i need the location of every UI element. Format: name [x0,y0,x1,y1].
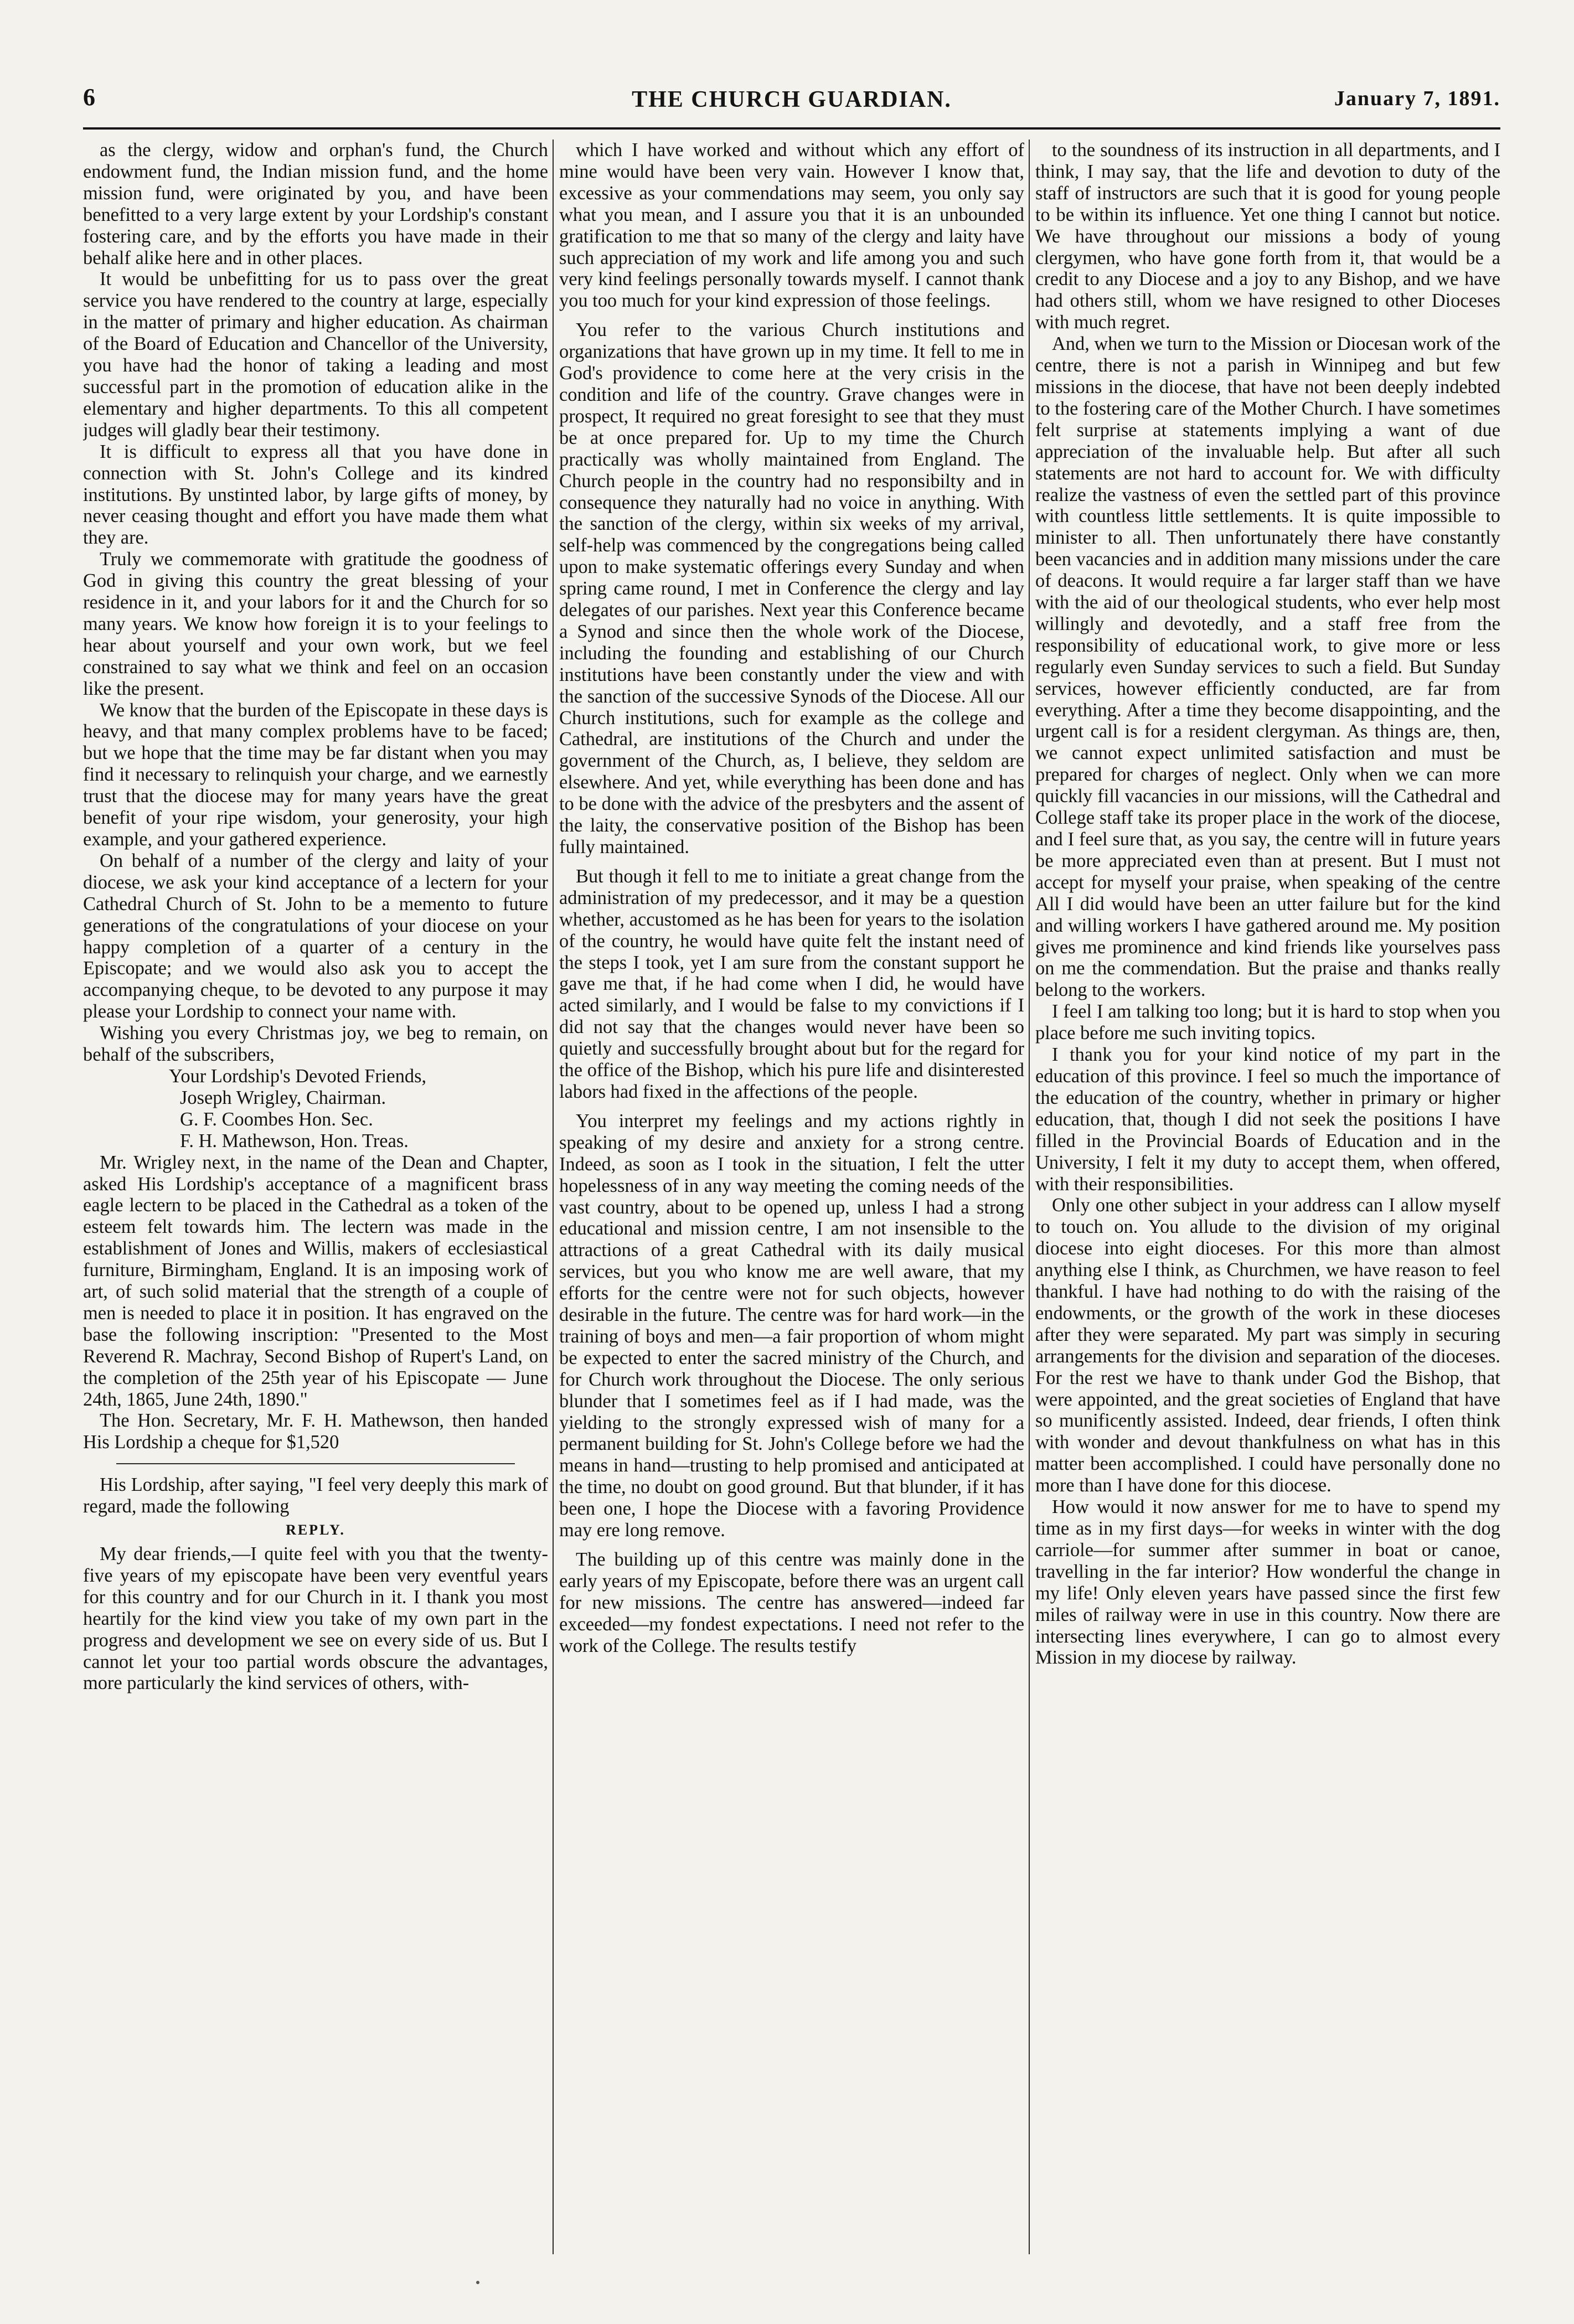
paragraph: which I have worked and without which any effort of mine would have been very vain. However I know that, excessive as your commendations may seem, you only say what you mean, and I assure you that it is an unbounded gratification to me that so many of the clergy and laity have such appreciation of my work and life among you and such very kind feelings personally towards myself. I cannot thank you too much for your kind expression of those feelings. [559,140,1024,312]
paragraph: The building up of this centre was mainly done in the early years of my Episcopate, before there was an urgent call for new missions. The centre has answered—indeed far exceeded—my fondest expectations. I need not refer to the work of the College. The results testify [559,1549,1024,1656]
paragraph: I thank you for your kind notice of my part in the education of this province. I feel so much the importance of the education of the country, whether in primary or higher education, that, though I did not seek the positions I have filled in the Provincial Boards of Education and in the University, I felt it my duty to accept them, when offered, with their responsibilities. [1035,1044,1500,1195]
issue-date: January 7, 1891. [1334,87,1500,110]
paragraph: You refer to the various Church institutions and organizations that have grown up in my time. It fell to me in God's providence to come here at the very crisis in the condition and life of the country. Grave changes were in prospect, It required no great foresight to see that they must be at once prepared for. Up to my time the Church practically was wholly maintained from England. The Church people in the country had no responsibilty and in consequence they naturally had no voice in anything. With the sanction of the clergy, within six weeks of my arrival, self-help was commenced by the congregations being called upon to make systematic offerings every Sunday and when spring came round, I met in Conference the clergy and lay delegates of our parishes. Next year this Conference became a Synod and since then the whole work of the Diocese, including the founding and establishing of our Church institutions have been constantly under the view and with the sanction of the successive Synods of the Diocese. All our Church institutions, such for example as the college and Cathedral, are institutions of the Church and under the government of the Church, as, I believe, they seldom are elsewhere. And yet, while everything has been done and has to be done with the advice of the presbyters and the assent of the laity, the conservative position of the Bishop has been fully maintained. [559,319,1024,858]
paragraph: Wishing you every Christmas joy, we beg to remain, on behalf of the subscribers, [83,1022,548,1066]
column-3 [1035,140,1500,2254]
paragraph: We know that the burden of the Episcopate in these days is heavy, and that many complex problems have to be faced; but we hope that the time may be far distant when you may find it necessary to relinquish your charge, and we earnestly trust that the diocese may for many years have the great benefit of your ripe wisdom, your generosity, your high example, and your gathered experience. [83,699,548,850]
paragraph: His Lordship, after saying, "I feel very deeply this mark of regard, made the following [83,1474,548,1517]
paragraph: You interpret my feelings and my actions rightly in speaking of my desire and anxiety for a strong centre. Indeed, as soon as I took in the situation, I felt the utter hopelessness of in any way meeting the coming needs of the vast country, about to be opened up, unless I had a strong educational and mission centre, I am not insensible to the attractions of a great Cathedral with its daily musical services, but you who know me are well aware, that my efforts for the centre were not for such objects, however desirable in the future. The centre was for hard work—in the training of boys and men—a fair proportion of whom might be expected to enter the sacred ministry of the Church, and for Church work throughout the Diocese. The only serious blunder that I sometimes feel as if I had made, was the yielding to the strongly expressed wish of many for a permanent building for St. John's College before we had the means in hand—trusting to help promised and anticipated at the time, no doubt on good ground. But that blunder, if it has been one, I hope the Diocese with a favoring Providence may ere long remove. [559,1110,1024,1541]
column-rule [1029,140,1030,2254]
column-1 [83,140,548,2254]
paragraph: But though it fell to me to initiate a great change from the administration of my predecessor, and it may be a question whether, accustomed as he has been for years to the isolation of the country, he would have quite felt the instant need of the steps I took, yet I am sure from the constant support he gave me that, if he had come when I did, he would have acted similarly, and I would be false to my convictions if I did not say that the changes would never have been so quietly and successfully brought about but for the regard for the office of the Bishop, which his pure life and disinterested labors had fixed in the affections of the people. [559,865,1024,1102]
signature-closing: Your Lordship's Devoted Friends, [169,1065,427,1087]
paragraph: to the soundness of its instruction in all departments, and I think, I may say, that the life and devotion to duty of the staff of instructors are such that it is good for young people to be within its influence. Yet one thing I cannot but notice. We have throughout our missions a body of young clergymen, who have gone forth from it, that would be a credit to any Diocese and a joy to any Bishop, and we have had others still, whom we have resigned to other Dioceses with much regret. [1035,140,1500,333]
paragraph: And, when we turn to the Mission or Diocesan work of the centre, there is not a parish in Winnipeg and but few missions in the diocese, that have not been deeply indebted to the fostering care of the Mother Church. I have sometimes felt surprise at statements implying a want of due appreciation of the invaluable help. But after all such statements are not hard to account for. We with difficulty realize the vastness of even the settled part of this province with countless little settlements. It is quite impossible to minister to all. Then unfortunately there have constantly been vacancies and in addition many missions under the care of deacons. It would require a far larger staff than we have with the aid of our theological students, who ever help most willingly and devotedly, and a staff free from the responsibility of educational work, to give more or less regularly even Sunday services to such a field. But Sunday services, however efficiently conducted, are far from everything. After a time they become disappointing, and the urgent call is for a resident clergyman. As things are, then, we cannot expect unlimited satisfaction and must be prepared for charges of neglect. Only when we can more quickly fill vacancies in our missions, will the Cathedral and College staff take its proper place in the work of the diocese, and I feel sure that, as you say, the centre will in future years be more appreciated even than at present. But I must not accept for myself your praise, when speaking of the centre All I did would have been an utter failure but for the kind and willing workers I have gathered around me. My position gives me prominence and kind friends like yourselves pass on me the commendation. But the praise and thanks really belong to the workers. [1035,333,1500,1001]
reply-heading: REPLY. [286,1522,345,1538]
page-number: 6 [83,84,95,111]
paragraph: How would it now answer for me to have to spend my time as in my first days—for weeks in winter with the dog carriole—for summer after summer in boat or canoe, travelling in the far interior? How wonderful the change in my life! Only eleven years have passed since the first few miles of railway were in use in this country. Now there are intersecting lines everywhere, I can go to almost every Mission in my diocese by railway. [1035,1496,1500,1669]
signature-treasurer: F. H. Mathewson, Hon. Treas. [180,1130,409,1151]
paragraph: I feel I am talking too long; but it is hard to stop when you place before me such inviting topics. [1035,1001,1500,1044]
paragraph: It is difficult to express all that you have done in connection with St. John's College and its kindred institutions. By unstinted labor, by large gifts of money, by never ceasing thought and effort you have made them what they are. [83,441,548,549]
print-speck [476,2281,479,2284]
paragraph: My dear friends,—I quite feel with you that the twenty-five years of my episcopate have been very eventful years for this country and for our Church in it. I thank you most heartily for the kind view you take of my own part in the progress and development we see on every side of us. But I cannot let your too partial words obscure the advantages, more particularly the kind services of others, with- [83,1543,548,1694]
signature-chairman: Joseph Wrigley, Chairman. [180,1087,386,1108]
section-divider [116,1463,515,1464]
article-columns [83,140,1500,2254]
paragraph: It would be unbefitting for us to pass over the great service you have rendered to the country at large, especially in the matter of primary and higher education. As chairman of the Board of Education and Chancellor of the University, you have had the honor of taking a leading and most successful part in the promotion of education alike in the elementary and higher departments. To this all competent judges will gladly bear their testimony. [83,268,548,441]
paragraph: Mr. Wrigley next, in the name of the Dean and Chapter, asked His Lordship's acceptance of a magnificent brass eagle lectern to be placed in the Cathedral as a token of the esteem felt towards him. The lectern was made in the establishment of Jones and Willis, makers of ecclesiastical furniture, Birmingham, England. It is an imposing work of art, of such solid material that the strength of a couple of men is needed to place it in position. It has engraved on the base the following inscription: "Presented to the Most Reverend R. Machray, Second Bishop of Rupert's Land, on the completion of the 25th year of his Episcopate — June 24th, 1865, June 24th, 1890." [83,1151,548,1410]
paragraph: On behalf of a number of the clergy and laity of your diocese, we ask your kind acceptance of a lectern for your Cathedral Church of St. John to be a memento to future generations of the congratulations of your diocese on your happy completion of a quarter of a century in the Episcopate; and we would also ask you to accept the accompanying cheque, to be devoted to any purpose it may please your Lordship to connect your name with. [83,850,548,1022]
column-2 [559,140,1024,2254]
newspaper-title: THE CHURCH GUARDIAN. [632,87,952,112]
column-rule [553,140,554,2254]
paragraph: as the clergy, widow and orphan's fund, the Church endowment fund, the Indian mission fund, and the home mission fund, were originated by you, and have been benefitted to a very large extent by your Lordship's constant fostering care, and by the efforts you have made in their behalf alike here and in other places. [83,140,548,268]
signature-secretary: G. F. Coombes Hon. Sec. [180,1108,373,1130]
paragraph: Truly we commemorate with gratitude the goodness of God in giving this country the great blessing of your residence in it, and your labors for it and the Church for so many years. We know how foreign it is to your feelings to hear about yourself and your own work, but we feel constrained to say what we think and feel on an occasion like the present. [83,549,548,699]
masthead [83,83,1500,130]
paragraph: The Hon. Secretary, Mr. F. H. Mathewson, then handed His Lordship a cheque for $1,520 [83,1410,548,1453]
paragraph: Only one other subject in your address can I allow myself to touch on. You allude to the division of my original diocese into eight dioceses. For this more than almost anything else I think, as Churchmen, we have reason to feel thankful. I have had nothing to do with the raising of the endowments, or the growth of the work in these dioceses after they were separated. My part was simply in securing arrangements for the division and separation of the dioceses. For the rest we have to thank under God the Bishop, that were appointed, and the great societies of England that have so munificently assisted. Indeed, dear friends, I often think with wonder and devout thankfulness on what has in this matter been accomplished. I could have personally done no more than I have done for this diocese. [1035,1195,1500,1496]
